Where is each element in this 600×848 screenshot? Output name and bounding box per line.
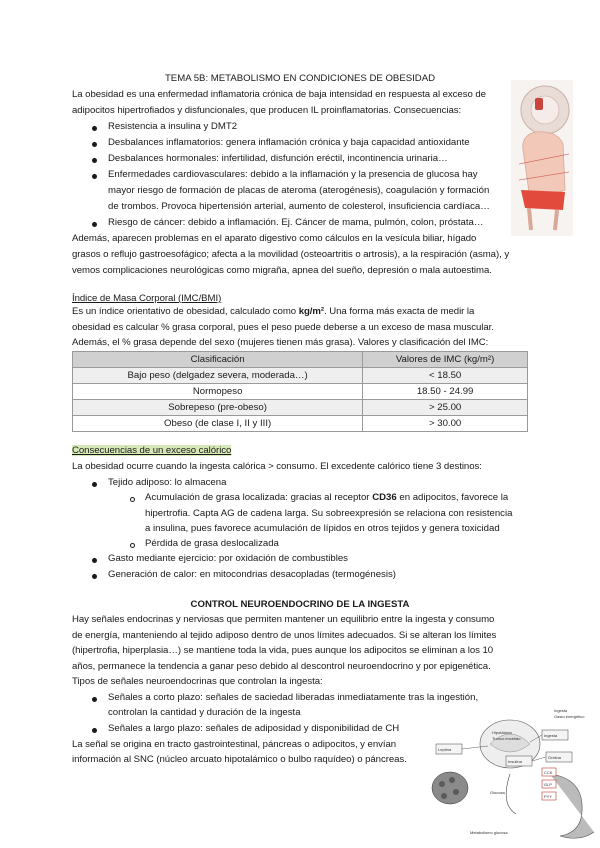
table-cell: < 18.50: [363, 368, 528, 384]
table-row: [73, 384, 528, 400]
control-line-2: de energía, manteniendo al tejido adiposo dentro de unos límites adecuados. Si se alteran los límites: [72, 630, 497, 641]
obesity-illustration-icon: [511, 80, 573, 236]
diagram-pyy-label: PYY: [544, 794, 553, 799]
diagram-ingesta-top-label: Ingesta: [554, 708, 568, 713]
sub-list-item: Acumulación de grasa localizada: gracias al receptor CD36 en adipocitos, favorece la: [145, 492, 509, 503]
diagram-leptina-label: Leptina: [438, 747, 452, 752]
page-title: TEMA 5B: METABOLISMO EN CONDICIONES DE OBESIDAD: [164, 73, 436, 84]
list-item: Generación de calor: en mitocondrias desacopladas (termogénesis): [108, 569, 396, 580]
list-item-cont: mayor riesgo de formación de placas de ateroma (aterogénesis), coagulación y formación: [108, 185, 490, 196]
imc-line-1: Es un índice orientativo de obesidad, calculado como kg/m². Una forma más exacta de medir la: [72, 306, 475, 317]
control-line-5: Tipos de señales neuroendocrinas que controlan la ingesta:: [72, 676, 323, 687]
intro-line-1: La obesidad es una enfermedad inflamatoria crónica de baja intensidad en respuesta al exceso de: [72, 89, 486, 100]
diagram-metabolismo-label: Metabolismo glucosa: [470, 830, 508, 835]
table-cell: > 30.00: [363, 416, 528, 432]
list-item: Señales a corto plazo: señales de saciedad liberadas inmediatamente tras la ingestión,: [108, 692, 479, 703]
table-cell: Obeso (de clase I, II y III): [73, 416, 363, 432]
problemas-line-3: vemos complicaciones neurológicas como migraña, apnea del sueño, depresión o mala autoestima.: [72, 265, 492, 276]
table-cell: Bajo peso (delgadez severa, moderada…): [73, 368, 363, 384]
table-cell: Normopeso: [73, 384, 363, 400]
list-item: Enfermedades cardiovasculares: debido a la inflamación y la presencia de glucosa hay: [108, 169, 478, 180]
list-item: Tejido adiposo: lo almacena: [108, 477, 227, 488]
control-line-1: Hay señales endocrinas y nerviosas que permiten mantener un equilibrio entre la ingesta y consumo: [72, 614, 495, 625]
bullet-dot: [92, 482, 97, 487]
diagram-grelina-label: Grelina: [548, 755, 561, 760]
list-item: Riesgo de cáncer: debido a inflamación. Ej. Cáncer de mama, pulmón, colon, próstata…: [108, 217, 484, 228]
bullet-dot: [92, 728, 97, 733]
table-row: [73, 416, 528, 432]
control-end-line-2: información al SNC (núcleo arcuato hipotalámico o bulbo raquídeo) o páncreas.: [72, 754, 407, 765]
table-cell: 18.50 - 24.99: [363, 384, 528, 400]
intro-line-2: adipocitos hipertrofiados y disfuncionales, que producen IL proinflamatorias. Consecuencias:: [72, 105, 462, 116]
imc-table: [72, 351, 528, 432]
bullet-dot: [92, 158, 97, 163]
table-row: [73, 368, 528, 384]
problemas-line-2: grasos o reflujo gastroesofágico; afecta a la movilidad (osteoartritis o artrosis), a la respiración (asma), y: [72, 249, 510, 260]
list-item: Desbalances inflamatorios: genera inflamación crónica y baja capacidad antioxidante: [108, 137, 470, 148]
diagram-hipotalamo-label: Hipotálamo: [492, 730, 513, 735]
sub-list-item-cont: hipertrofia. Capta AG de cadena larga. Su sobreexpresión se relaciona con resistencia: [145, 508, 513, 519]
bullet-dot: [92, 697, 97, 702]
bullet-dot: [92, 142, 97, 147]
bullet-dot: [92, 574, 97, 579]
table-header-cell: Valores de IMC (kg/m²): [363, 352, 528, 368]
list-item-cont: de trombos. Provoca hipertensión arterial, aumento de colesterol, insuficiencia cardíaca…: [108, 201, 490, 212]
list-item: Desbalances hormonales: infertilidad, disfunción eréctil, incontinencia urinaria…: [108, 153, 448, 164]
control-line-4: años, permanece la tendencia a ganar peso debido al descontrol neuroendocrino y por epigenética.: [72, 661, 491, 672]
sub-list-item-cont: a insulina, pues favorece acumulación de lípidos en otros tejidos y genera toxicidad: [145, 523, 500, 534]
diagram-cck-label: CCK: [544, 770, 553, 775]
bullet-dot: [92, 126, 97, 131]
exceso-line-1: La obesidad ocurre cuando la ingesta calórica > consumo. El excedente calórico tiene 3 destinos:: [72, 461, 482, 472]
table-header-row: [73, 352, 528, 368]
sub-bullet-circle: [130, 543, 135, 548]
list-item: Resistencia a insulina y DMT2: [108, 121, 238, 132]
section-title: CONTROL NEUROENDOCRINO DE LA INGESTA: [190, 599, 410, 610]
bullet-dot: [92, 222, 97, 227]
exceso-heading: Consecuencias de un exceso calórico: [72, 445, 232, 456]
list-item: Gasto mediante ejercicio: por oxidación de combustibles: [108, 553, 348, 564]
diagram-glp-label: GLP: [544, 782, 553, 787]
sub-bullet-circle: [130, 497, 135, 502]
bullet-dot: [92, 174, 97, 179]
neuroendocrine-diagram-icon: [430, 704, 600, 848]
problemas-line-1: Además, aparecen problemas en el aparato digestivo como cálculos en la vesícula biliar, hígado: [72, 233, 477, 244]
diagram-tronco-label: Tronco encéfalo: [492, 736, 521, 741]
imc-line-2: obesidad es calcular % grasa corporal, pues el peso puede deberse a un exceso de masa muscular.: [72, 322, 494, 333]
control-end-line-1: La señal se origina en tracto gastrointestinal, páncreas o adipocitos, y envían: [72, 739, 397, 750]
table-cell: > 25.00: [363, 400, 528, 416]
control-line-3: (hipertrofia, hiperplasia…) se mantiene toda la vida, pues aunque los adipocitos se eliminan a los 10: [72, 645, 494, 656]
imc-heading: Índice de Masa Corporal (IMC/BMI): [72, 293, 222, 304]
list-item: Señales a largo plazo: señales de adiposidad y disponibilidad de CH: [108, 723, 400, 734]
table-cell: Sobrepeso (pre-obeso): [73, 400, 363, 416]
diagram-insulina-label: Insulina: [508, 759, 522, 764]
imc-line-3: Además, el % grasa depende del sexo (mujeres tienen más grasa). Valores y clasificación del IMC:: [72, 337, 489, 348]
bullet-dot: [92, 558, 97, 563]
table-row: [73, 400, 528, 416]
list-item-cont: controlan la cantidad y duración de la ingesta: [108, 707, 301, 718]
sub-list-item: Pérdida de grasa deslocalizada: [145, 538, 279, 549]
diagram-glucosa-label: Glucosa: [490, 790, 505, 795]
diagram-ingesta-label: Ingesta: [544, 733, 558, 738]
table-header-cell: Clasificación: [73, 352, 363, 368]
diagram-gasto-label: Gasto energético: [554, 714, 585, 719]
